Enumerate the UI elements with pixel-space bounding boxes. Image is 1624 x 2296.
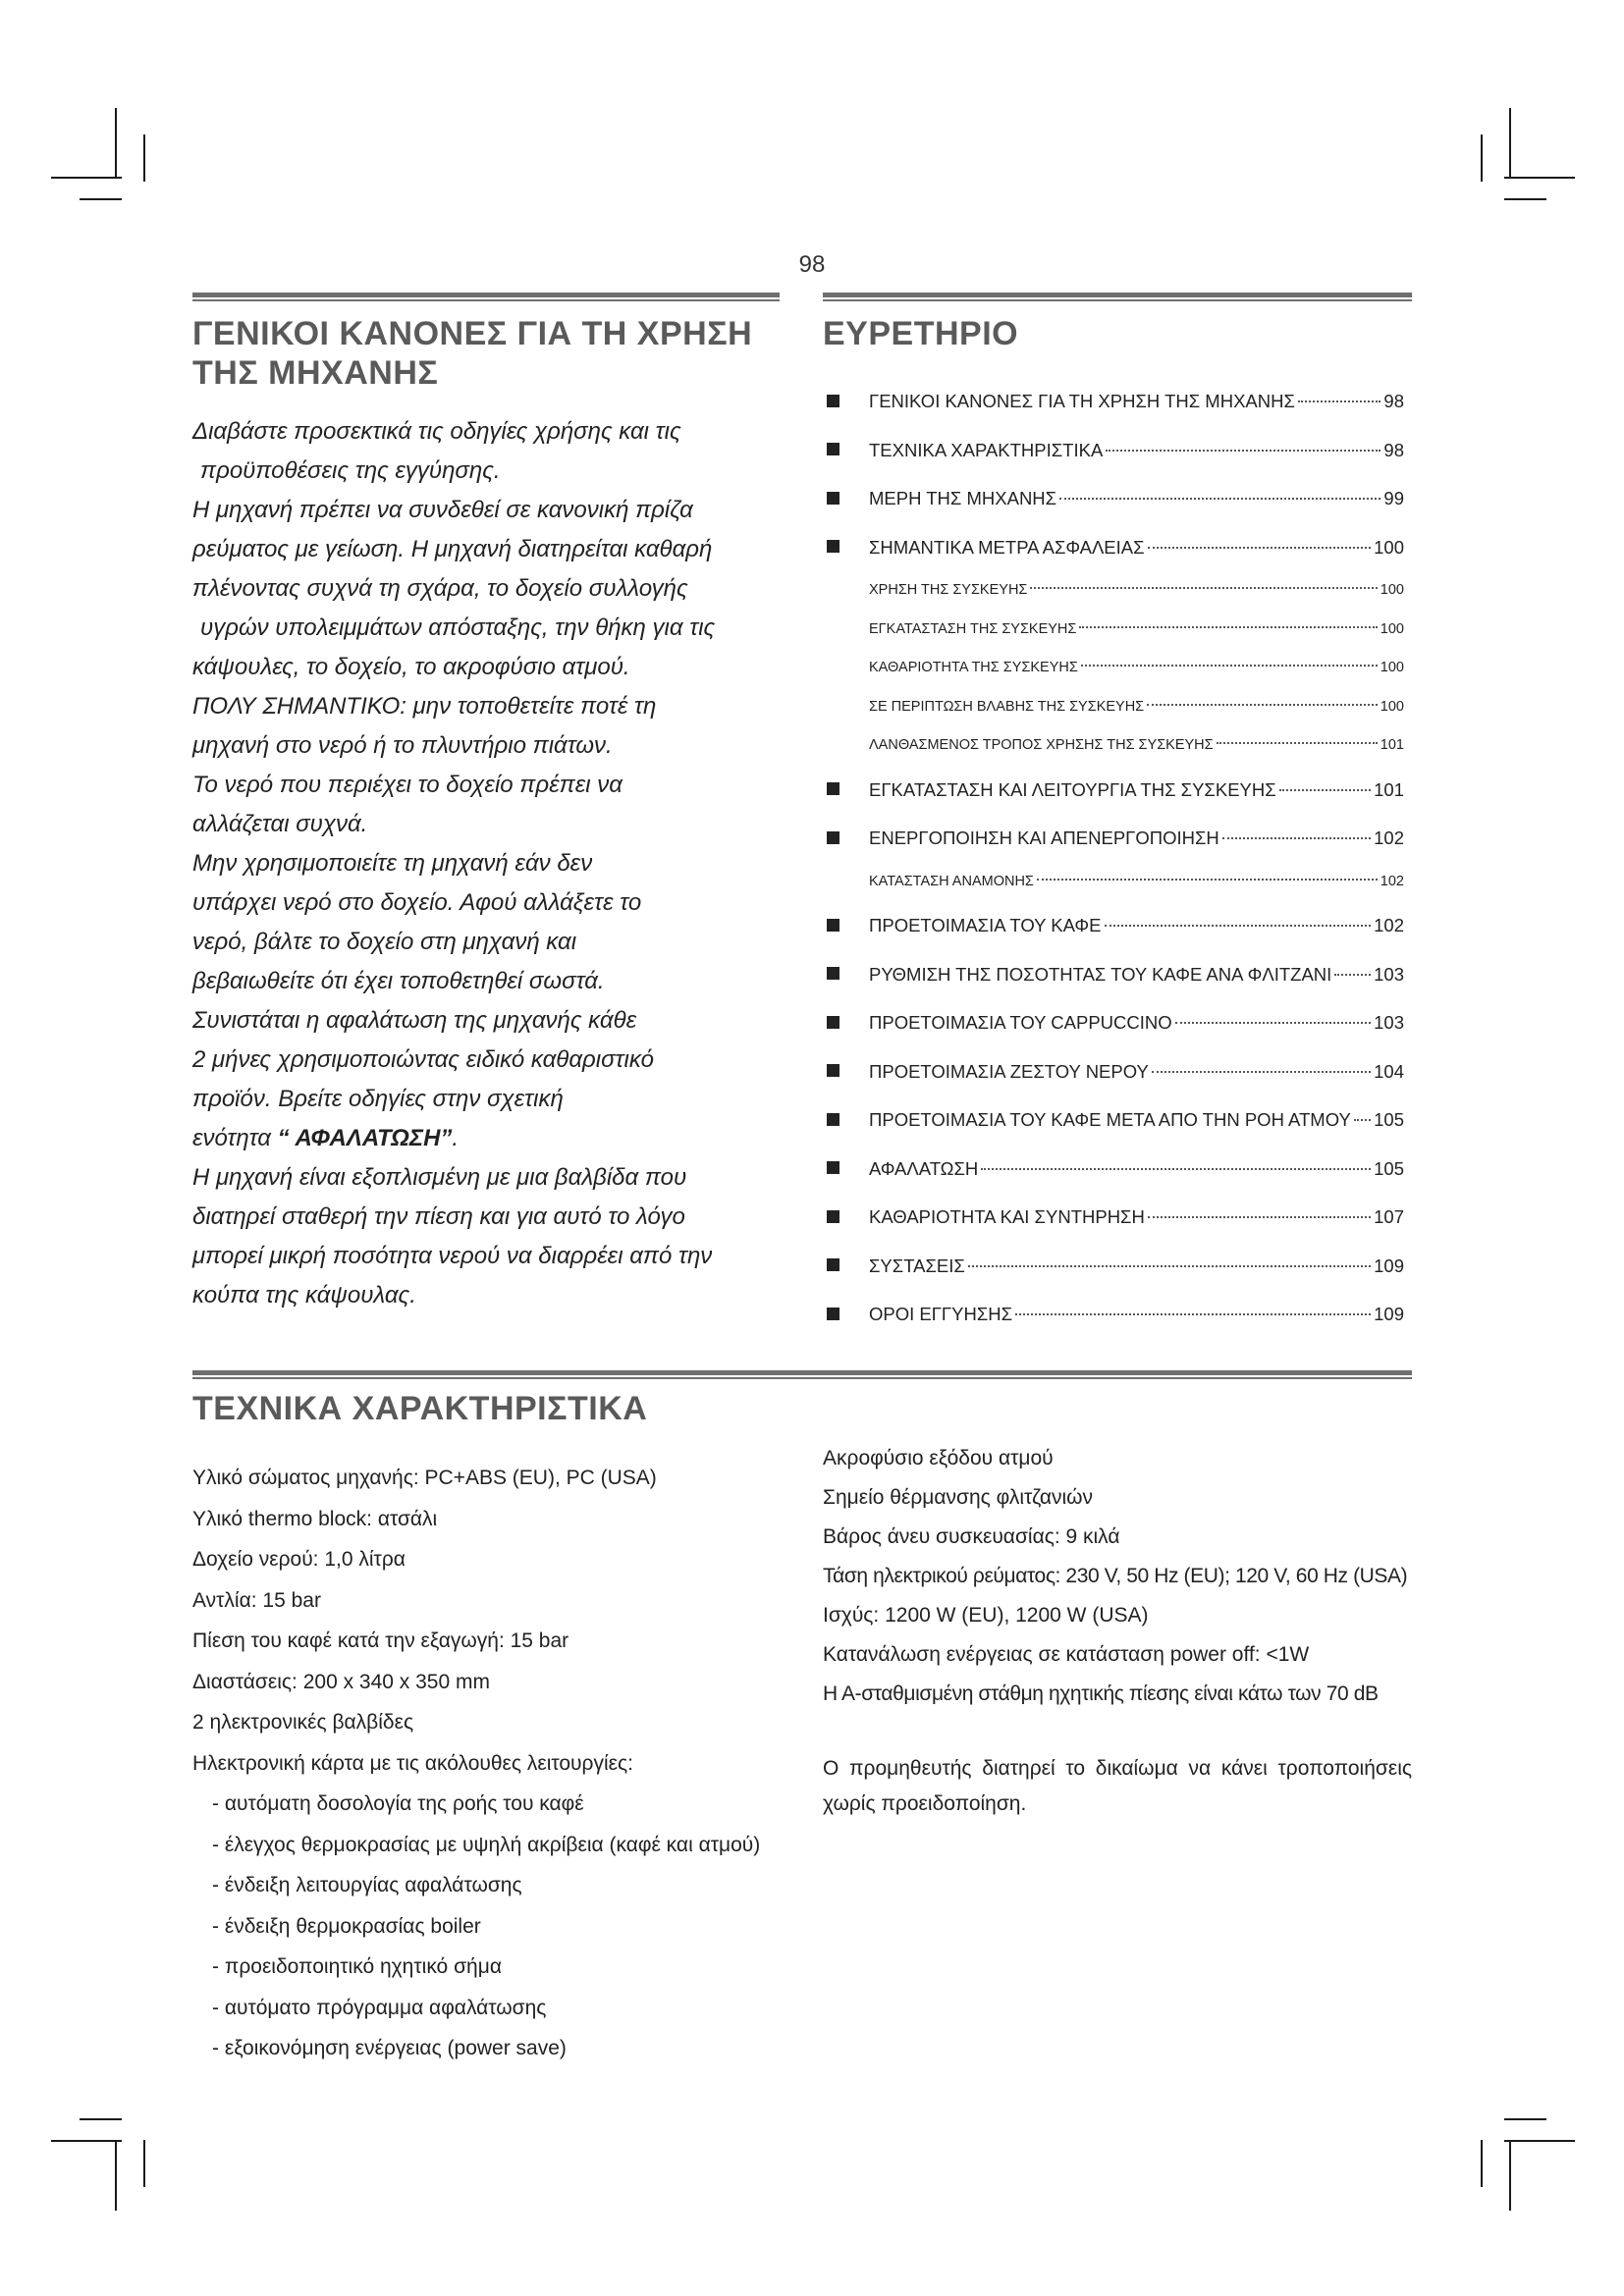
dot-leader <box>1106 450 1380 452</box>
dot-leader <box>1081 665 1378 667</box>
toc-subentry[interactable] <box>823 688 1404 727</box>
dot-leader <box>1217 742 1378 744</box>
crop-mark <box>1509 2140 1511 2211</box>
tech-specs-right <box>823 1439 1412 1714</box>
crop-mark <box>51 2140 122 2142</box>
toc-entry-page: 102 <box>1380 873 1404 889</box>
dot-leader <box>1105 925 1372 927</box>
toc-entry-page: 100 <box>1380 660 1404 675</box>
dot-leader <box>1175 1022 1371 1024</box>
intro-line: προϋποθέσεις της εγγύησης. <box>200 457 501 484</box>
toc-entry-label: ΤΕΧΝΙΚΑ ΧΑΡΑΚΤΗΡΙΣΤΙΚΑ <box>869 439 1104 460</box>
square-bullet-icon <box>827 443 839 455</box>
toc-entry-page: 104 <box>1374 1060 1404 1082</box>
intro-line: μηχανή στο νερό ή το πλυντήριο πιάτων. <box>192 732 613 759</box>
toc-entry-label: ΛΑΝΘΑΣΜΕΝΟΣ ΤΡΟΠΟΣ ΧΡΗΣΗΣ ΤΗΣ ΣΥΣΚΕΥΗΣ <box>869 737 1214 753</box>
section-reference <box>192 1119 782 1158</box>
intro-line: μπορεί μικρή ποσότητα νερού να διαρρέει από την <box>192 1243 713 1269</box>
square-bullet-icon <box>827 1308 839 1320</box>
crop-mark <box>51 177 122 179</box>
toc-entry-label: ΧΡΗΣΗ ΤΗΣ ΣΥΣΚΕΥΗΣ <box>869 582 1028 598</box>
toc-entry-page: 103 <box>1374 1012 1404 1033</box>
dot-leader <box>1354 1119 1371 1121</box>
spec-line: Δοχείο νερού: 1,0 λίτρα <box>192 1548 406 1571</box>
feature-line: - αυτόματη δοσολογία της ροής του καφέ <box>212 1792 584 1815</box>
toc-entry[interactable] <box>823 766 1404 815</box>
intro-line: Διαβάστε προσεκτικά τις οδηγίες χρήσης και τις <box>192 418 681 445</box>
dot-leader <box>1148 1216 1371 1218</box>
tech-specs-heading: ΤΕΧΝΙΚΑ ΧΑΡΑΚΤΗΡΙΣΤΙΚΑ <box>192 1390 648 1427</box>
spec-line: Ακροφύσιο εξόδου ατμού <box>823 1447 1054 1469</box>
toc-entry[interactable] <box>823 998 1404 1047</box>
spec-line: Βάρος άνευ συσκευασίας: 9 κιλά <box>823 1525 1120 1548</box>
toc-entry-label: ΡΥΘΜΙΣΗ ΤΗΣ ΠΟΣΟΤΗΤΑΣ ΤΟΥ ΚΑΦΕ ΑΝΑ ΦΛΙΤΖΑΝΙ <box>869 963 1332 985</box>
crop-mark <box>1504 177 1575 179</box>
square-bullet-icon <box>827 1064 839 1077</box>
page-number: 98 <box>798 251 826 278</box>
square-bullet-icon <box>827 395 839 407</box>
spec-line: Η Α-σταθμισμένη στάθμη ηχητικής πίεσης είναι κάτω των 70 dB <box>823 1682 1379 1705</box>
feature-line: - ένδειξη λειτουργίας αφαλάτωσης <box>212 1874 522 1896</box>
general-rules-heading-line1: ΓΕΝΙΚΟΙ ΚΑΝΟΝΕΣ ΓΙΑ ΤΗ ΧΡΗΣΗ <box>192 315 753 352</box>
dot-leader <box>1334 974 1371 976</box>
dot-leader <box>1015 1313 1371 1315</box>
spec-line: Πίεση του καφέ κατά την εξαγωγή: 15 bar <box>192 1629 569 1652</box>
toc-subentry[interactable] <box>823 571 1404 611</box>
intro-line: Η μηχανή πρέπει να συνδεθεί σε κανονική πρίζα <box>192 497 693 523</box>
general-rules-text <box>192 412 782 1315</box>
spec-line: 2 ηλεκτρονικές βαλβίδες <box>192 1711 414 1734</box>
crop-mark <box>1504 198 1546 200</box>
spec-line: Τάση ηλεκτρικού ρεύματος: 230 V, 50 Hz (EU); 120 V, 60 Hz (USA) <box>823 1565 1408 1587</box>
toc-entry-page: 105 <box>1374 1109 1404 1130</box>
section-rule <box>192 1370 1412 1379</box>
toc-entry-label: ΚΑΤΑΣΤΑΣΗ ΑΝΑΜΟΝΗΣ <box>869 873 1034 889</box>
section-ref-link: “ ΑΦΑΛΑΤΩΣΗ” <box>277 1125 453 1151</box>
feature-line: - αυτόματο πρόγραμμα αφαλάτωσης <box>212 1996 547 2019</box>
crop-mark <box>115 108 117 179</box>
toc-entry-label: ΣΥΣΤΑΣΕΙΣ <box>869 1255 965 1276</box>
square-bullet-icon <box>827 492 839 505</box>
dot-leader <box>1298 400 1381 402</box>
square-bullet-icon <box>827 1113 839 1126</box>
intro-line: Η μηχανή είναι εξοπλισμένη με μια βαλβίδα που <box>192 1164 687 1191</box>
toc-entry-page: 107 <box>1374 1206 1404 1227</box>
intro-line: Το νερό που περιέχει το δοχείο πρέπει να <box>192 772 623 798</box>
toc-entry-page: 103 <box>1374 963 1404 985</box>
square-bullet-icon <box>827 831 839 844</box>
spec-line: Ηλεκτρονική κάρτα με τις ακόλουθες λειτουργίες: <box>192 1751 633 1775</box>
spec-line: Υλικό σώματος μηχανής: PC+ABS (EU), PC (USA) <box>192 1467 657 1489</box>
toc-entry[interactable] <box>823 814 1404 863</box>
dot-leader <box>1152 1071 1371 1073</box>
toc-entry[interactable] <box>823 474 1404 523</box>
spec-line: Αντλία: 15 bar <box>192 1588 321 1612</box>
dot-leader <box>1059 498 1380 500</box>
section-ref-suffix: . <box>452 1125 460 1151</box>
toc-entry-label: ΓΕΝΙΚΟΙ ΚΑΝΟΝΕΣ ΓΙΑ ΤΗ ΧΡΗΣΗ ΤΗΣ ΜΗΧΑΝΗΣ <box>869 391 1295 411</box>
square-bullet-icon <box>827 1210 839 1223</box>
toc-entry-page: 100 <box>1374 536 1404 558</box>
dot-leader <box>1030 587 1377 589</box>
crop-mark <box>115 2140 117 2211</box>
intro-line: ρεύματος με γείωση. Η μηχανή διατηρείται καθαρή <box>192 536 713 562</box>
general-rules-heading <box>192 314 801 393</box>
crop-mark <box>143 134 145 182</box>
toc-entry[interactable] <box>823 523 1404 572</box>
square-bullet-icon <box>827 967 839 980</box>
spec-line: Υλικό thermo block: ατσάλι <box>192 1507 438 1530</box>
toc-entry-page: 109 <box>1374 1304 1404 1324</box>
spec-line: Ισχύς: 1200 W (EU), 1200 W (USA) <box>823 1604 1149 1627</box>
toc-entry-label: ΠΡΟΕΤΟΙΜΑΣΙΑ ΤΟΥ ΚΑΦΕ ΜΕΤΑ ΑΠΟ ΤΗΝ ΡΟΗ ΑΤΜΟΥ <box>869 1109 1351 1130</box>
intro-line: Μην χρησιμοποιείτε τη μηχανή εάν δεν <box>192 850 593 877</box>
spec-line: Κατανάλωση ενέργειας σε κατάσταση power off: <1W <box>823 1643 1310 1666</box>
toc-entry-label: ΚΑΘΑΡΙΟΤΗΤΑ ΚΑΙ ΣΥΝΤΗΡΗΣΗ <box>869 1206 1145 1227</box>
square-bullet-icon <box>827 540 839 553</box>
intro-line: υγρών υπολειμμάτων απόσταξης, την θήκη για τις <box>200 614 716 641</box>
toc-entry-label: ΠΡΟΕΤΟΙΜΑΣΙΑ ΤΟΥ ΚΑΦΕ <box>869 915 1102 935</box>
toc-subentry[interactable] <box>823 649 1404 688</box>
toc-entry-page: 102 <box>1374 915 1404 935</box>
toc-entry[interactable] <box>823 426 1404 475</box>
toc-entry-label: ΑΦΑΛΑΤΩΣΗ <box>869 1157 979 1179</box>
toc-entry-page: 101 <box>1380 737 1404 753</box>
toc-entry-label: ΚΑΘΑΡΙΟΤΗΤΑ ΤΗΣ ΣΥΣΚΕΥΗΣ <box>869 660 1078 675</box>
dot-leader <box>1222 837 1371 839</box>
dot-leader <box>1148 547 1372 549</box>
dot-leader <box>1037 879 1378 881</box>
toc-entry-page: 100 <box>1380 698 1404 715</box>
section-ref-prefix: ενότητα <box>192 1125 278 1151</box>
toc-entry-page: 105 <box>1374 1157 1404 1179</box>
intro-line: βεβαιωθείτε ότι έχει τοποθετηθεί σωστά. <box>192 968 605 994</box>
toc-entry-label: ΟΡΟΙ ΕΓΓΥΗΣΗΣ <box>869 1304 1013 1324</box>
dot-leader <box>981 1168 1371 1170</box>
square-bullet-icon <box>827 1258 839 1271</box>
toc-entry-label: ΣΕ ΠΕΡΙΠΤΩΣΗ ΒΛΑΒΗΣ ΤΗΣ ΣΥΣΚΕΥΗΣ <box>869 698 1145 715</box>
square-bullet-icon <box>827 919 839 932</box>
toc-entry-label: ΕΓΚΑΤΑΣΤΑΣΗ ΤΗΣ ΣΥΣΚΕΥΗΣ <box>869 620 1077 637</box>
toc-subentry[interactable] <box>823 726 1404 766</box>
dot-leader <box>968 1265 1371 1267</box>
toc-entry[interactable] <box>823 1095 1404 1145</box>
spec-line: Διαστάσεις: 200 x 340 x 350 mm <box>192 1670 490 1693</box>
crop-mark <box>1504 2118 1546 2120</box>
square-bullet-icon <box>827 1161 839 1174</box>
tech-specs-left <box>192 1458 801 2069</box>
toc-entry-label: ΠΡΟΕΤΟΙΜΑΣΙΑ ΖΕΣΤΟΥ ΝΕΡΟΥ <box>869 1060 1149 1082</box>
toc-entry-page: 100 <box>1380 582 1404 598</box>
toc-entry-label: ΕΝΕΡΓΟΠΟΙΗΣΗ ΚΑΙ ΑΠΕΝΕΡΓΟΠΟΙΗΣΗ <box>869 828 1219 848</box>
toc-entry[interactable] <box>823 901 1404 950</box>
crop-mark <box>1509 108 1511 179</box>
index-heading: ΕΥΡΕΤΗΡΙΟ <box>823 315 1019 352</box>
intro-line: ΠΟΛΥ ΣΗΜΑΝΤΙΚΟ: μην τοποθετείτε ποτέ τη <box>192 693 657 720</box>
intro-line: διατηρεί σταθερή την πίεση και για αυτό το λόγο <box>192 1203 685 1230</box>
toc-entry[interactable] <box>823 1193 1404 1242</box>
toc-entry-page: 99 <box>1383 488 1404 508</box>
crop-mark <box>1504 2140 1575 2142</box>
crop-mark <box>1481 2140 1483 2187</box>
general-rules-heading-line2: ΤΗΣ ΜΗΧΑΝΗΣ <box>192 354 439 392</box>
section-rule <box>823 293 1412 301</box>
crop-mark <box>143 2140 145 2187</box>
crop-mark <box>1481 134 1483 182</box>
spec-line: Σημείο θέρμανσης φλιτζανιών <box>823 1486 1094 1509</box>
toc-entry[interactable] <box>823 377 1404 426</box>
toc-entry-label: ΠΡΟΕΤΟΙΜΑΣΙΑ ΤΟΥ CAPPUCCINO <box>869 1012 1172 1033</box>
dot-leader <box>1079 626 1377 628</box>
toc-entry[interactable] <box>823 1145 1404 1194</box>
feature-line: - έλεγχος θερμοκρασίας με υψηλή ακρίβεια (καφέ και ατμού) <box>212 1833 761 1856</box>
feature-line: - εξοικονόμηση ενέργειας (power save) <box>212 2037 567 2059</box>
toc-entry-page: 109 <box>1374 1255 1404 1276</box>
toc-entry-page: 102 <box>1374 828 1404 848</box>
intro-line: πλένοντας συχνά τη σχάρα, το δοχείο συλλογής <box>192 575 688 602</box>
intro-line: Συνιστάται η αφαλάτωση της μηχανής κάθε <box>192 1007 637 1034</box>
intro-line: κούπα της κάψουλας. <box>192 1282 416 1308</box>
square-bullet-icon <box>827 1016 839 1029</box>
intro-line: υπάρχει νερό στο δοχείο. Αφού αλλάξετε το <box>192 889 642 916</box>
toc-entry-page: 101 <box>1374 778 1404 800</box>
toc-entry-page: 98 <box>1383 439 1404 460</box>
toc-entry-label: ΜΕΡΗ ΤΗΣ ΜΗΧΑΝΗΣ <box>869 488 1057 508</box>
table-of-contents <box>823 377 1404 1339</box>
intro-line: 2 μήνες χρησιμοποιώντας ειδικό καθαριστικό <box>192 1046 654 1073</box>
toc-entry-page: 98 <box>1383 391 1404 411</box>
toc-entry[interactable] <box>823 1047 1404 1096</box>
toc-entry-page: 100 <box>1380 620 1404 637</box>
toc-subentry[interactable] <box>823 611 1404 650</box>
toc-subentry[interactable] <box>823 863 1404 902</box>
crop-mark <box>80 198 122 200</box>
intro-line: αλλάζεται συχνά. <box>192 811 368 837</box>
crop-mark <box>80 2118 122 2120</box>
square-bullet-icon <box>827 782 839 795</box>
toc-entry-label: ΣΗΜΑΝΤΙΚΑ ΜΕΤΡΑ ΑΣΦΑΛΕΙΑΣ <box>869 536 1145 558</box>
intro-line: κάψουλες, το δοχείο, το ακροφύσιο ατμού. <box>192 654 630 680</box>
manufacturer-note: Ο προμηθευτής διατηρεί το δικαίωμα να κάνει τροποποιήσεις χωρίς προειδοποίηση. <box>823 1757 1412 1815</box>
intro-line: νερό, βάλτε το δοχείο στη μηχανή και <box>192 929 577 955</box>
toc-entry-label: ΕΓΚΑΤΑΣΤΑΣΗ ΚΑΙ ΛΕΙΤΟΥΡΓΙΑ ΤΗΣ ΣΥΣΚΕΥΗΣ <box>869 778 1276 800</box>
toc-entry[interactable] <box>823 1242 1404 1291</box>
dot-leader <box>1279 789 1371 791</box>
section-rule <box>192 293 780 301</box>
feature-line: - προειδοποιητικό ηχητικό σήμα <box>212 1955 502 1978</box>
intro-line: προϊόν. Βρείτε οδηγίες στην σχετική <box>192 1086 564 1112</box>
toc-entry[interactable] <box>823 1290 1404 1339</box>
feature-line: - ένδειξη θερμοκρασίας boiler <box>212 1914 481 1938</box>
toc-entry[interactable] <box>823 950 1404 999</box>
dot-leader <box>1147 704 1378 706</box>
